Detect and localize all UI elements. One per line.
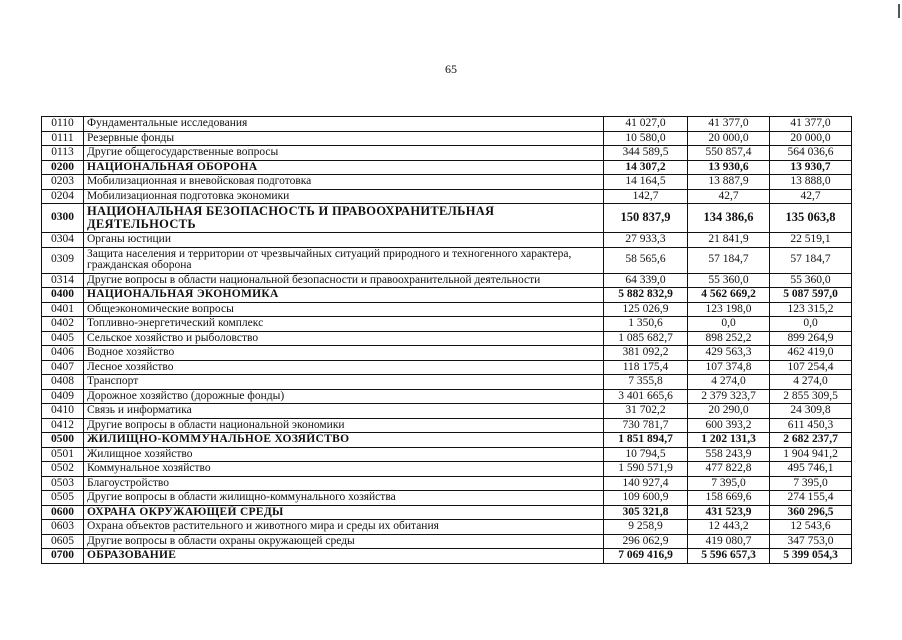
row-value-3: 41 377,0 <box>770 117 852 132</box>
row-value-1: 381 092,2 <box>604 346 688 361</box>
row-code: 0603 <box>42 520 84 535</box>
table-row <box>42 189 852 204</box>
row-code: 0501 <box>42 447 84 462</box>
row-name: Лесное хозяйство <box>84 360 604 375</box>
table-row <box>42 476 852 491</box>
row-value-2: 134 386,6 <box>688 204 770 233</box>
row-code: 0409 <box>42 389 84 404</box>
row-value-2: 41 377,0 <box>688 117 770 132</box>
table-row <box>42 389 852 404</box>
row-value-3: 611 450,3 <box>770 418 852 433</box>
row-name: Жилищное хозяйство <box>84 447 604 462</box>
row-value-3: 13 888,0 <box>770 175 852 190</box>
table-row <box>42 346 852 361</box>
table-row <box>42 131 852 146</box>
row-value-3: 462 419,0 <box>770 346 852 361</box>
row-value-1: 730 781,7 <box>604 418 688 433</box>
row-code: 0111 <box>42 131 84 146</box>
section-row <box>42 549 852 564</box>
row-value-2: 123 198,0 <box>688 302 770 317</box>
row-value-1: 125 026,9 <box>604 302 688 317</box>
row-value-3: 4 274,0 <box>770 375 852 390</box>
row-value-3: 1 904 941,2 <box>770 447 852 462</box>
row-code: 0412 <box>42 418 84 433</box>
row-value-2: 107 374,8 <box>688 360 770 375</box>
row-value-1: 296 062,9 <box>604 534 688 549</box>
row-value-2: 429 563,3 <box>688 346 770 361</box>
row-value-1: 64 339,0 <box>604 273 688 288</box>
row-value-3: 2 682 237,7 <box>770 433 852 448</box>
row-value-2: 431 523,9 <box>688 505 770 520</box>
row-value-1: 14 307,2 <box>604 160 688 175</box>
row-value-2: 20 290,0 <box>688 404 770 419</box>
section-row <box>42 505 852 520</box>
row-code: 0505 <box>42 491 84 506</box>
row-name: ЖИЛИЩНО-КОММУНАЛЬНОЕ ХОЗЯЙСТВО <box>84 433 604 448</box>
row-code: 0300 <box>42 204 84 233</box>
row-value-2: 4 274,0 <box>688 375 770 390</box>
table-row <box>42 273 852 288</box>
row-name: Фундаментальные исследования <box>84 117 604 132</box>
row-code: 0113 <box>42 146 84 161</box>
row-value-1: 41 027,0 <box>604 117 688 132</box>
section-row <box>42 204 852 233</box>
row-value-3: 899 264,9 <box>770 331 852 346</box>
row-value-1: 3 401 665,6 <box>604 389 688 404</box>
row-name: Коммунальное хозяйство <box>84 462 604 477</box>
row-value-2: 0,0 <box>688 317 770 332</box>
row-value-1: 10 580,0 <box>604 131 688 146</box>
row-code: 0502 <box>42 462 84 477</box>
table-row <box>42 375 852 390</box>
section-row <box>42 160 852 175</box>
row-code: 0400 <box>42 288 84 303</box>
row-code: 0405 <box>42 331 84 346</box>
row-value-3: 347 753,0 <box>770 534 852 549</box>
row-value-1: 1 350,6 <box>604 317 688 332</box>
table-row <box>42 146 852 161</box>
row-value-1: 7 069 416,9 <box>604 549 688 564</box>
row-code: 0304 <box>42 233 84 248</box>
row-value-1: 118 175,4 <box>604 360 688 375</box>
row-code: 0200 <box>42 160 84 175</box>
row-value-1: 1 851 894,7 <box>604 433 688 448</box>
table-row <box>42 247 852 273</box>
row-value-3: 24 309,8 <box>770 404 852 419</box>
section-row <box>42 433 852 448</box>
row-value-2: 2 379 323,7 <box>688 389 770 404</box>
row-value-3: 564 036,6 <box>770 146 852 161</box>
row-value-1: 10 794,5 <box>604 447 688 462</box>
row-value-3: 57 184,7 <box>770 247 852 273</box>
row-name: Связь и информатика <box>84 404 604 419</box>
row-value-1: 9 258,9 <box>604 520 688 535</box>
row-name: Охрана объектов растительного и животного мира и среды их обитания <box>84 520 604 535</box>
row-value-2: 7 395,0 <box>688 476 770 491</box>
row-value-1: 142,7 <box>604 189 688 204</box>
row-value-2: 55 360,0 <box>688 273 770 288</box>
table-row <box>42 331 852 346</box>
row-code: 0204 <box>42 189 84 204</box>
row-value-2: 13 930,6 <box>688 160 770 175</box>
row-name: Мобилизационная и вневойсковая подготовка <box>84 175 604 190</box>
row-value-1: 31 702,2 <box>604 404 688 419</box>
row-name: Защита населения и территории от чрезвычайных ситуаций природного и техногенного характера, гражданская оборона <box>84 247 604 273</box>
table-row <box>42 117 852 132</box>
row-value-2: 12 443,2 <box>688 520 770 535</box>
row-value-3: 7 395,0 <box>770 476 852 491</box>
row-name: ОХРАНА ОКРУЖАЮЩЕЙ СРЕДЫ <box>84 505 604 520</box>
row-value-1: 150 837,9 <box>604 204 688 233</box>
table-row <box>42 302 852 317</box>
row-name: Сельское хозяйство и рыболовство <box>84 331 604 346</box>
budget-table-body <box>42 117 852 564</box>
row-code: 0402 <box>42 317 84 332</box>
row-value-2: 57 184,7 <box>688 247 770 273</box>
row-name: Транспорт <box>84 375 604 390</box>
table-row <box>42 404 852 419</box>
row-code: 0407 <box>42 360 84 375</box>
table-row <box>42 233 852 248</box>
row-value-3: 5 087 597,0 <box>770 288 852 303</box>
row-value-2: 550 857,4 <box>688 146 770 161</box>
row-value-3: 274 155,4 <box>770 491 852 506</box>
row-name: НАЦИОНАЛЬНАЯ ОБОРОНА <box>84 160 604 175</box>
row-code: 0500 <box>42 433 84 448</box>
table-row <box>42 317 852 332</box>
row-value-3: 123 315,2 <box>770 302 852 317</box>
row-value-2: 419 080,7 <box>688 534 770 549</box>
row-name: Другие вопросы в области жилищно-коммунального хозяйства <box>84 491 604 506</box>
budget-table <box>41 116 852 564</box>
row-value-3: 495 746,1 <box>770 462 852 477</box>
row-name: Другие вопросы в области национальной безопасности и правоохранительной деятельности <box>84 273 604 288</box>
row-value-1: 7 355,8 <box>604 375 688 390</box>
row-value-1: 1 590 571,9 <box>604 462 688 477</box>
row-name: Общеэкономические вопросы <box>84 302 604 317</box>
row-value-2: 898 252,2 <box>688 331 770 346</box>
row-value-3: 42,7 <box>770 189 852 204</box>
table-row <box>42 520 852 535</box>
row-code: 0203 <box>42 175 84 190</box>
row-code: 0314 <box>42 273 84 288</box>
row-name: Мобилизационная подготовка экономики <box>84 189 604 204</box>
row-value-3: 2 855 309,5 <box>770 389 852 404</box>
row-value-3: 107 254,4 <box>770 360 852 375</box>
table-row <box>42 491 852 506</box>
row-name: НАЦИОНАЛЬНАЯ ЭКОНОМИКА <box>84 288 604 303</box>
row-name: Топливно-энергетический комплекс <box>84 317 604 332</box>
row-code: 0605 <box>42 534 84 549</box>
row-value-3: 12 543,6 <box>770 520 852 535</box>
row-value-3: 360 296,5 <box>770 505 852 520</box>
row-value-1: 344 589,5 <box>604 146 688 161</box>
row-name: Другие вопросы в области охраны окружающей среды <box>84 534 604 549</box>
row-code: 0410 <box>42 404 84 419</box>
row-value-2: 20 000,0 <box>688 131 770 146</box>
row-value-1: 140 927,4 <box>604 476 688 491</box>
row-value-3: 55 360,0 <box>770 273 852 288</box>
row-name: Благоустройство <box>84 476 604 491</box>
table-row <box>42 447 852 462</box>
row-value-1: 27 933,3 <box>604 233 688 248</box>
row-name: Другие вопросы в области национальной экономики <box>84 418 604 433</box>
row-value-2: 42,7 <box>688 189 770 204</box>
row-value-3: 0,0 <box>770 317 852 332</box>
row-name: ОБРАЗОВАНИЕ <box>84 549 604 564</box>
page-number: 65 <box>445 62 457 76</box>
row-value-1: 305 321,8 <box>604 505 688 520</box>
row-name: Дорожное хозяйство (дорожные фонды) <box>84 389 604 404</box>
row-value-1: 1 085 682,7 <box>604 331 688 346</box>
table-row <box>42 462 852 477</box>
row-code: 0700 <box>42 549 84 564</box>
row-value-1: 109 600,9 <box>604 491 688 506</box>
row-code: 0503 <box>42 476 84 491</box>
row-value-3: 20 000,0 <box>770 131 852 146</box>
row-code: 0406 <box>42 346 84 361</box>
edge-mark <box>898 4 900 18</box>
row-value-1: 14 164,5 <box>604 175 688 190</box>
row-value-2: 13 887,9 <box>688 175 770 190</box>
row-value-2: 477 822,8 <box>688 462 770 477</box>
table-row <box>42 175 852 190</box>
row-value-1: 58 565,6 <box>604 247 688 273</box>
row-code: 0110 <box>42 117 84 132</box>
row-value-1: 5 882 832,9 <box>604 288 688 303</box>
row-value-2: 158 669,6 <box>688 491 770 506</box>
row-code: 0309 <box>42 247 84 273</box>
row-value-2: 1 202 131,3 <box>688 433 770 448</box>
row-value-2: 4 562 669,2 <box>688 288 770 303</box>
row-value-3: 135 063,8 <box>770 204 852 233</box>
row-name: Органы юстиции <box>84 233 604 248</box>
row-value-2: 558 243,9 <box>688 447 770 462</box>
row-value-3: 5 399 054,3 <box>770 549 852 564</box>
row-value-2: 600 393,2 <box>688 418 770 433</box>
row-value-2: 21 841,9 <box>688 233 770 248</box>
row-code: 0600 <box>42 505 84 520</box>
row-code: 0408 <box>42 375 84 390</box>
row-code: 0401 <box>42 302 84 317</box>
row-value-2: 5 596 657,3 <box>688 549 770 564</box>
section-row <box>42 288 852 303</box>
row-name: Водное хозяйство <box>84 346 604 361</box>
table-row <box>42 534 852 549</box>
row-name: Другие общегосударственные вопросы <box>84 146 604 161</box>
row-value-3: 22 519,1 <box>770 233 852 248</box>
table-row <box>42 418 852 433</box>
row-value-3: 13 930,7 <box>770 160 852 175</box>
row-name: Резервные фонды <box>84 131 604 146</box>
row-name: НАЦИОНАЛЬНАЯ БЕЗОПАСНОСТЬ И ПРАВООХРАНИТЕЛЬНАЯ ДЕЯТЕЛЬНОСТЬ <box>84 204 604 233</box>
table-row <box>42 360 852 375</box>
